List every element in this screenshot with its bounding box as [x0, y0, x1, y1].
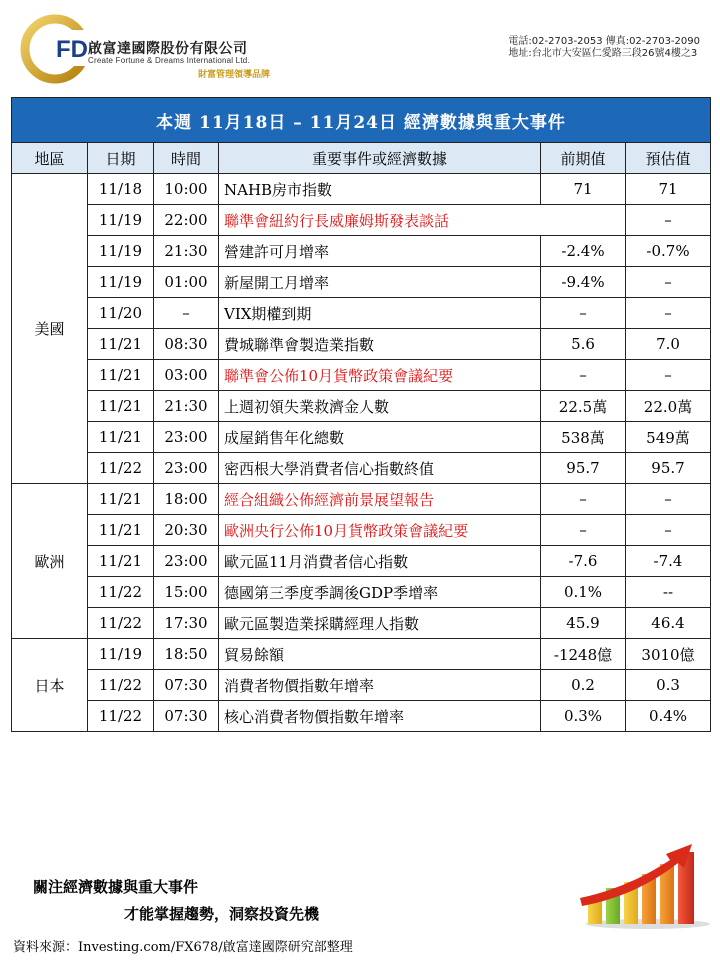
header-previous: 前期值 [541, 143, 626, 174]
forecast-cell: – [626, 205, 711, 236]
event-cell: 核心消費者物價指數年增率 [219, 701, 541, 732]
date-cell: 11/21 [88, 329, 154, 360]
previous-cell: 538萬 [541, 422, 626, 453]
table-row [12, 174, 711, 205]
forecast-cell: 46.4 [626, 608, 711, 639]
event-cell: 密西根大學消費者信心指數終值 [219, 453, 541, 484]
event-cell: 成屋銷售年化總數 [219, 422, 541, 453]
table-title-row [12, 98, 711, 143]
previous-cell: 0.2 [541, 670, 626, 701]
company-logo-mark [20, 14, 90, 84]
event-cell: 消費者物價指數年增率 [219, 670, 541, 701]
contact-address: 地址:台北市大安區仁愛路三段26號4樓之3 [508, 48, 698, 59]
time-cell: 23:00 [154, 422, 219, 453]
forecast-cell: 0.3 [626, 670, 711, 701]
company-name-en: Create Fortune & Dreams International Ltd. [88, 56, 250, 65]
date-cell: 11/19 [88, 236, 154, 267]
contact-phone-fax: 電話:02-2703-2053 傳真:02-2703-2090 [508, 36, 700, 47]
company-tagline: 財富管理領導品牌 [198, 70, 271, 80]
event-cell: 營建許可月增率 [219, 236, 541, 267]
date-cell: 11/21 [88, 422, 154, 453]
forecast-cell: -7.4 [626, 546, 711, 577]
economic-calendar-table [11, 97, 711, 732]
event-cell: VIX期權到期 [219, 298, 541, 329]
date-cell: 11/21 [88, 546, 154, 577]
rising-bar-chart-graphic [578, 838, 713, 930]
event-cell: 新屋開工月增率 [219, 267, 541, 298]
table-header-row [12, 143, 711, 174]
previous-cell: – [541, 484, 626, 515]
event-cell: 歐洲央行公佈10月貨幣政策會議紀要 [219, 515, 541, 546]
data-source-note: 資料來源：Investing.com/FX678/啟富達國際研究部整理 [13, 940, 353, 955]
slogan-line-1: 關注經濟數據與重大事件 [33, 878, 199, 896]
forecast-cell: – [626, 267, 711, 298]
table-row [12, 422, 711, 453]
date-cell: 11/22 [88, 608, 154, 639]
event-cell: 費城聯準會製造業指數 [219, 329, 541, 360]
date-cell: 11/19 [88, 267, 154, 298]
time-cell: – [154, 298, 219, 329]
date-cell: 11/21 [88, 484, 154, 515]
previous-cell: -7.6 [541, 546, 626, 577]
previous-cell: 0.3% [541, 701, 626, 732]
date-cell: 11/22 [88, 701, 154, 732]
date-cell: 11/19 [88, 639, 154, 670]
table-row [12, 298, 711, 329]
time-cell: 17:30 [154, 608, 219, 639]
time-cell: 21:30 [154, 236, 219, 267]
time-cell: 08:30 [154, 329, 219, 360]
region-cell: 日本 [12, 639, 88, 732]
previous-cell: -1248億 [541, 639, 626, 670]
table-row [12, 577, 711, 608]
table-row [12, 205, 711, 236]
time-cell: 07:30 [154, 670, 219, 701]
event-cell: NAHB房市指數 [219, 174, 541, 205]
company-name: 啟富達國際股份有限公司 [88, 41, 248, 57]
previous-cell: – [541, 298, 626, 329]
previous-cell: 71 [541, 174, 626, 205]
forecast-cell: – [626, 298, 711, 329]
date-cell: 11/22 [88, 577, 154, 608]
header-region: 地區 [12, 143, 88, 174]
company-logo [20, 14, 290, 84]
forecast-cell: – [626, 360, 711, 391]
previous-cell: 22.5萬 [541, 391, 626, 422]
time-cell: 18:00 [154, 484, 219, 515]
forecast-cell: 3010億 [626, 639, 711, 670]
previous-cell: -2.4% [541, 236, 626, 267]
forecast-cell: – [626, 484, 711, 515]
table-row [12, 453, 711, 484]
previous-cell: 95.7 [541, 453, 626, 484]
table-row [12, 267, 711, 298]
previous-cell: 0.1% [541, 577, 626, 608]
table-row [12, 484, 711, 515]
forecast-cell: – [626, 515, 711, 546]
event-cell: 經合組織公佈經濟前景展望報告 [219, 484, 541, 515]
date-cell: 11/18 [88, 174, 154, 205]
forecast-cell: 95.7 [626, 453, 711, 484]
event-cell: 德國第三季度季調後GDP季增率 [219, 577, 541, 608]
event-cell: 上週初領失業救濟金人數 [219, 391, 541, 422]
previous-cell: – [541, 515, 626, 546]
table-row [12, 329, 711, 360]
date-cell: 11/22 [88, 670, 154, 701]
date-cell: 11/22 [88, 453, 154, 484]
date-cell: 11/21 [88, 515, 154, 546]
table-row [12, 639, 711, 670]
time-cell: 23:00 [154, 546, 219, 577]
time-cell: 22:00 [154, 205, 219, 236]
forecast-cell: -- [626, 577, 711, 608]
forecast-cell: 7.0 [626, 329, 711, 360]
region-cell: 美國 [12, 174, 88, 484]
slogan-line-2: 才能掌握趨勢，洞察投資先機 [124, 905, 320, 923]
table-title: 本週 11月18日 – 11月24日 經濟數據與重大事件 [12, 98, 711, 143]
contact-info [508, 36, 700, 60]
forecast-cell: 549萬 [626, 422, 711, 453]
table-row [12, 546, 711, 577]
table-row [12, 701, 711, 732]
time-cell: 20:30 [154, 515, 219, 546]
header-time: 時間 [154, 143, 219, 174]
date-cell: 11/19 [88, 205, 154, 236]
table-row [12, 236, 711, 267]
date-cell: 11/21 [88, 360, 154, 391]
header-event: 重要事件或經濟數據 [219, 143, 541, 174]
event-cell: 歐元區製造業採購經理人指數 [219, 608, 541, 639]
previous-cell: – [541, 360, 626, 391]
time-cell: 01:00 [154, 267, 219, 298]
time-cell: 15:00 [154, 577, 219, 608]
header-date: 日期 [88, 143, 154, 174]
forecast-cell: 0.4% [626, 701, 711, 732]
event-cell: 貿易餘額 [219, 639, 541, 670]
date-cell: 11/20 [88, 298, 154, 329]
time-cell: 21:30 [154, 391, 219, 422]
event-cell: 歐元區11月消費者信心指數 [219, 546, 541, 577]
table-row [12, 515, 711, 546]
time-cell: 07:30 [154, 701, 219, 732]
table-row [12, 608, 711, 639]
forecast-cell: 22.0萬 [626, 391, 711, 422]
previous-cell: 5.6 [541, 329, 626, 360]
forecast-cell: -0.7% [626, 236, 711, 267]
region-cell: 歐洲 [12, 484, 88, 639]
date-cell: 11/21 [88, 391, 154, 422]
time-cell: 23:00 [154, 453, 219, 484]
header-forecast: 預估值 [626, 143, 711, 174]
event-cell: 聯準會公佈10月貨幣政策會議紀要 [219, 360, 541, 391]
table-row [12, 670, 711, 701]
event-cell: 聯準會紐約行長威廉姆斯發表談話 [219, 205, 626, 236]
previous-cell: -9.4% [541, 267, 626, 298]
time-cell: 10:00 [154, 174, 219, 205]
table-row [12, 360, 711, 391]
time-cell: 18:50 [154, 639, 219, 670]
table-row [12, 391, 711, 422]
logo-letters: FD [56, 36, 88, 63]
forecast-cell: 71 [626, 174, 711, 205]
time-cell: 03:00 [154, 360, 219, 391]
previous-cell: 45.9 [541, 608, 626, 639]
